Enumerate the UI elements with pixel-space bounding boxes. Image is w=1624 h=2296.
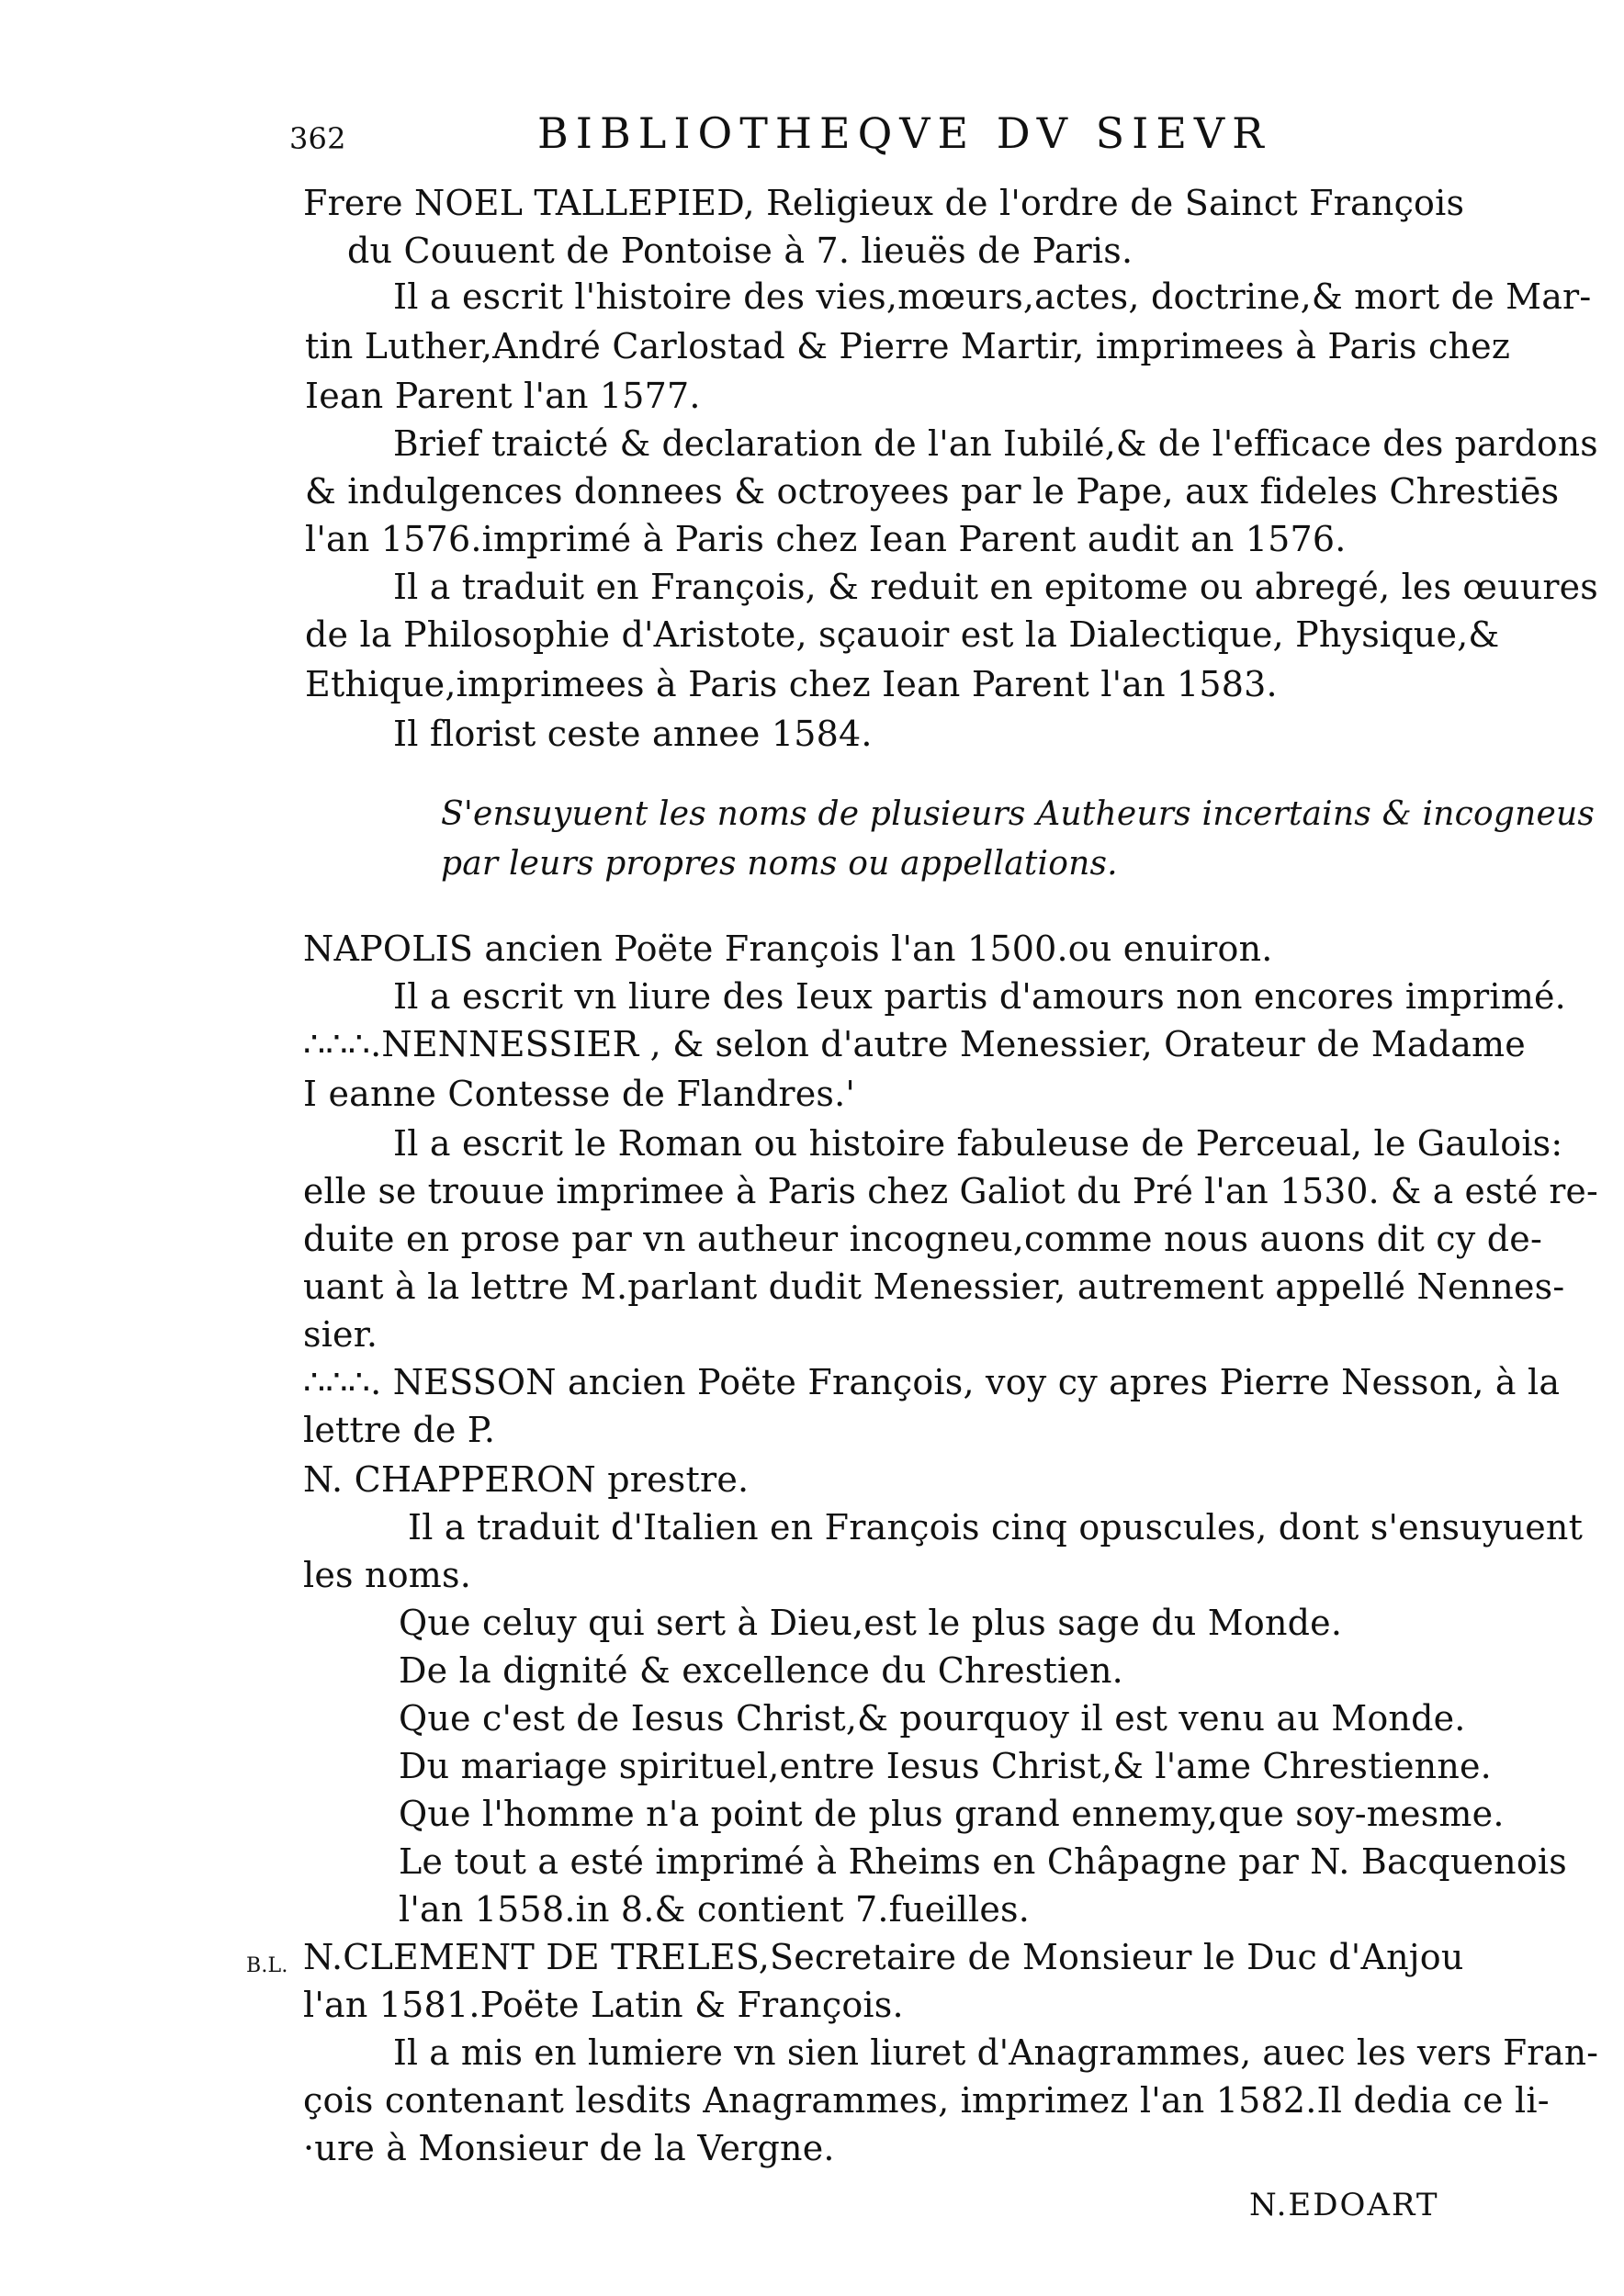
entry-heading: N. CHAPPERON prestre. — [303, 1459, 750, 1500]
text-line: çois contenant lesdits Anagrammes, imprimez l'an 1582.Il dedia ce li- — [303, 2080, 1550, 2121]
text-line: Il florist ceste annee 1584. — [393, 714, 873, 754]
text-line: Frere NOEL TALLEPIED, Religieux de l'ordre de Sainct François — [303, 183, 1465, 223]
text-line: Il a escrit vn liure des Ieux partis d'amours non encores imprimé. — [393, 976, 1566, 1017]
text-line: Il a mis en lumiere vn sien liuret d'Anagrammes, auec les vers Fran- — [393, 2032, 1599, 2073]
catchword: N.EDOART — [1249, 2187, 1439, 2223]
text-line: Il a traduit d'Italien en François cinq opuscules, dont s'ensuyuent — [408, 1507, 1584, 1548]
text-line: I eanne Contesse de Flandres.' — [303, 1074, 856, 1114]
text-line: Que l'homme n'a point de plus grand ennemy,que soy-mesme. — [399, 1794, 1505, 1834]
text-line: elle se trouue imprimee à Paris chez Galiot du Pré l'an 1530. & a esté re- — [303, 1171, 1598, 1211]
text-line: Le tout a esté imprimé à Rheims en Châpagne par N. Bacquenois — [399, 1841, 1567, 1882]
text-line: duite en prose par vn autheur incogneu,comme nous auons dit cy de- — [303, 1219, 1542, 1259]
running-title: BIBLIOTHEQVE DV SIEVR — [537, 108, 1271, 158]
entry-heading: N.CLEMENT DE TRELES,Secretaire de Monsieur le Duc d'Anjou — [303, 1937, 1464, 1977]
margin-note: B.L. — [246, 1954, 288, 1977]
text-line: tin Luther,André Carlostad & Pierre Martir, imprimees à Paris chez — [305, 326, 1511, 366]
text-line: du Couuent de Pontoise à 7. lieuës de Paris. — [347, 231, 1133, 271]
text-line: sier. — [303, 1314, 378, 1355]
section-heading: par leurs propres noms ou appellations. — [441, 845, 1118, 883]
text-line: de la Philosophie d'Aristote, sçauoir est la Dialectique, Physique,& — [305, 614, 1500, 655]
text-line: lettre de P. — [303, 1410, 496, 1450]
text-line: Il a traduit en François, & reduit en epitome ou abregé, les œuures — [393, 567, 1598, 607]
text-line: Il a escrit le Roman ou histoire fabuleuse de Perceual, le Gaulois: — [393, 1123, 1563, 1164]
entry-heading: ∴∴∴.NENNESSIER , & selon d'autre Menessier, Orateur de Madame — [303, 1024, 1526, 1064]
text-line: Brief traicté & declaration de l'an Iubilé,& de l'efficace des pardons — [393, 423, 1598, 464]
text-line: Ethique,imprimees à Paris chez Iean Parent l'an 1583. — [305, 664, 1278, 704]
page-number: 362 — [289, 121, 346, 156]
text-line: & indulgences donnees & octroyees par le Pape, aux fideles Chrestiēs — [305, 471, 1560, 512]
text-line: Iean Parent l'an 1577. — [305, 376, 701, 416]
text-line: ·ure à Monsieur de la Vergne. — [303, 2128, 835, 2168]
text-line: Que celuy qui sert à Dieu,est le plus sage du Monde. — [399, 1603, 1343, 1643]
entry-heading: ∴∴∴. NESSON ancien Poëte François, voy cy apres Pierre Nesson, à la — [303, 1362, 1561, 1402]
text-line: De la dignité & excellence du Chrestien. — [399, 1650, 1123, 1691]
text-line: les noms. — [303, 1555, 471, 1595]
text-line: l'an 1581.Poëte Latin & François. — [303, 1985, 904, 2025]
text-line: Que c'est de Iesus Christ,& pourquoy il est venu au Monde. — [399, 1698, 1466, 1739]
text-line: l'an 1576.imprimé à Paris chez Iean Parent audit an 1576. — [305, 519, 1347, 559]
entry-heading: NAPOLIS ancien Poëte François l'an 1500.ou enuiron. — [303, 929, 1273, 969]
text-line: Du mariage spirituel,entre Iesus Christ,& l'ame Chrestienne. — [399, 1746, 1492, 1786]
text-line: l'an 1558.in 8.& contient 7.fueilles. — [399, 1889, 1031, 1930]
text-line: uant à la lettre M.parlant dudit Menessier, autrement appellé Nennes- — [303, 1266, 1565, 1307]
section-heading: S'ensuyuent les noms de plusieurs Autheurs incertains & incogneus — [441, 795, 1596, 833]
text-line: Il a escrit l'histoire des vies,mœurs,actes, doctrine,& mort de Mar- — [393, 276, 1592, 317]
